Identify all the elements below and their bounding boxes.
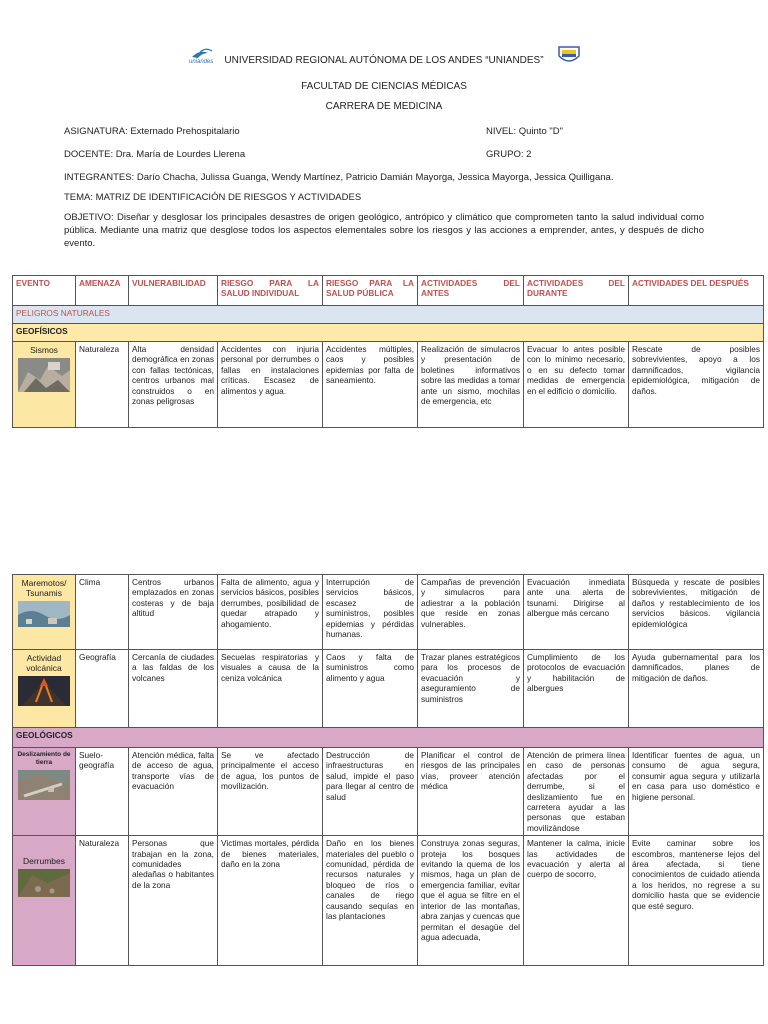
before-cell: Planificar el control de riesgos de las principales vías, proveer atención médica [418,748,524,836]
tsunami-photo-icon [18,601,70,627]
column-header: VULNERABILIDAD [129,276,218,306]
during-cell: Evacuar lo antes posible con lo mínimo necesario, o en su defecto tomar medidas de emergencia en el edificio o domicilio. [524,342,629,428]
event-cell [13,650,76,728]
before-cell: Construya zonas seguras, proteja los bosques evitando la quema de los mismos, haga un plan de emergencia familiar, evitar que el agua se filtre en el interior de las montañas, abra zanjas y cuencas que permitan el desagüe del agua adecuada, [418,836,524,966]
section-title-peligros: PELIGROS NATURALES [13,306,764,324]
faculty-name: FACULTAD DE CIENCIAS MÉDICAS [301,81,467,92]
threat-cell: Naturaleza [76,342,129,428]
after-cell: Evite caminar sobre los escombros, mantenerse lejos del área afectada, si tiene conocimientos de cuidado atienda a los heridos, no regrese a su domicilio hasta que se evidencie que esté seguro. [629,836,764,966]
event-name: Sismos [30,345,58,355]
during-cell: Cumplimiento de los protocolos de evacuación y habilitación de albergues [524,650,629,728]
column-header: RIESGO PARA LA SALUD INDIVIDUAL [218,276,323,306]
rockfall-photo-icon [18,869,70,897]
threat-cell: Clima [76,575,129,650]
public-risk-cell: Interrupción de servicios básicos, escasez de suministros, posibles epidemias y pérdidas humanas. [323,575,418,650]
table-row [13,575,764,650]
risk-matrix-table-part1 [12,275,764,428]
during-cell: Evacuación inmediata ante una alerta de tsunami. Dirigirse al albergue más cercano [524,575,629,650]
vulnerability-cell: Cercanía de ciudades a las faldas de los volcanes [129,650,218,728]
university-name: UNIVERSIDAD REGIONAL AUTÓNOMA DE LOS ANDES “UNIANDES” [224,55,544,66]
teacher-line: DOCENTE: Dra. María de Lourdes Llerena [64,149,246,160]
logo-wordmark: uniandes [189,59,214,65]
threat-cell: Suelo-geografía [76,748,129,836]
event-cell [13,575,76,650]
level-line: NIVEL: Quinto "D" [486,126,563,137]
members-line: INTEGRANTES: Darío Chacha, Julissa Guanga, Wendy Martínez, Patricio Damián Mayorga, Jessica Mayorga, Jessica Quilligana. [64,172,614,183]
university-crest-icon [556,44,582,66]
topic-line: TEMA: MATRIZ DE IDENTIFICACIÓN DE RIESGOS Y ACTIVIDADES [64,192,362,203]
individual-risk-cell: Falta de alimento, agua y servicios básicos, posibles derrumbes, posibilidad de quedar atrapado y ahogamiento. [218,575,323,650]
column-header: EVENTO [13,276,76,306]
group-line: GRUPO: 2 [486,149,532,160]
vulnerability-cell: Personas que trabajan en la zona, comunidades aledañas o habitantes de la zona [129,836,218,966]
column-header: ACTIVIDADES DEL DURANTE [524,276,629,306]
career-name: CARRERA DE MEDICINA [325,101,443,112]
column-header: AMENAZA [76,276,129,306]
public-risk-cell: Caos y falta de suministros como alimento y agua [323,650,418,728]
after-cell: Identificar fuentes de agua, un consumo de agua segura, consumir agua segura y utilizarla en casa para uso doméstico e higiene personal. [629,748,764,836]
event-name: Actividad volcánica [26,653,62,673]
after-cell: Rescate de posibles sobrevivientes, apoyo a los damnificados, vigilancia epidemiológica, mitigación de daños. [629,342,764,428]
after-cell: Ayuda gubernamental para los damnificados, planes de mitigación de daños. [629,650,764,728]
table-row [13,748,764,836]
during-cell: Mantener la calma, inicie las actividades de evacuación y alerta al cuerpo de socorro, [524,836,629,966]
event-cell [13,748,76,836]
section-title-geologicos: GEOLÓGICOS [13,728,764,748]
event-cell [13,342,76,428]
event-cell [13,836,76,966]
before-cell: Realización de simulacros y presentación de boletines informativos sobre las medidas a tomar ante un sismo, mochilas de emergencia, etc [418,342,524,428]
after-cell: Búsqueda y rescate de posibles sobrevivientes, mitigación de daños y restablecimiento de los servicios básicos. vigilancia epidemiológica [629,575,764,650]
column-header: ACTIVIDADES DEL DESPUÉS [629,276,764,306]
section-title-geofisicos: GEOFÍSICOS [13,324,764,342]
vulnerability-cell: Centros urbanos emplazados en zonas costeras y de baja altitud [129,575,218,650]
during-cell: Atención de primera línea en caso de personas afectadas por el derrumbe, si el deslizamiento fue en carretera ayudar a las personas que estaban movilizándose [524,748,629,836]
event-name: Maremotos/ Tsunamis [21,578,67,598]
public-risk-cell: Accidentes múltiples, caos y posibles epidemias por falta de saneamiento. [323,342,418,428]
section-band-geologicos [13,728,764,748]
column-header: ACTIVIDADES DEL ANTES [418,276,524,306]
individual-risk-cell: Accidentes con injuria personal por derrumbes o fallas en instalaciones críticas. Escasez de alimentos y agua. [218,342,323,428]
earthquake-photo-icon [18,358,70,392]
table-row [13,836,764,966]
section-band-geofisicos [13,324,764,342]
public-risk-cell: Daño en los bienes materiales del pueblo o comunidad, pérdida de recursos naturales y bloqueo de ríos o canales de riego causando sequías en las plantaciones [323,836,418,966]
before-cell: Campañas de prevención y simulacros para adiestrar a la población que reside en zonas vulnerables. [418,575,524,650]
objective-paragraph: OBJETIVO: Diseñar y desglosar los principales desastres de origen geológico, antrópico y climático que comprometen tanto la salud individual como pública. Mediante una matriz que desglose todos los aspectos elementales sobre los riesgos y las acciones a emprender, antes, y después de dicho evento. [64,212,704,249]
event-name: Deslizamiento de tierra [17,751,71,766]
before-cell: Trazar planes estratégicos para los procesos de evacuación y aseguramiento de suministros [418,650,524,728]
event-name: Derrumbes [22,856,66,867]
volcano-photo-icon [18,676,70,706]
threat-cell: Geografía [76,650,129,728]
table-row [13,342,764,428]
individual-risk-cell: Victimas mortales, pérdida de bienes materiales, daño en la zona [218,836,323,966]
individual-risk-cell: Secuelas respiratorias y visuales a causa de la ceniza volcánica [218,650,323,728]
public-risk-cell: Destrucción de infraestructuras en salud, impide el paso para llegar al centro de salud [323,748,418,836]
subject-line: ASIGNATURA: Externado Prehospitalario [64,126,240,137]
vulnerability-cell: Atención médica, falta de acceso de agua, transporte vías de evacuación [129,748,218,836]
landslide-photo-icon [18,770,70,800]
table-row [13,650,764,728]
individual-risk-cell: Se ve afectado principalmente el acceso de agua, los puntos de movilización. [218,748,323,836]
column-header: RIESGO PARA LA SALUD PÚBLICA [323,276,418,306]
vulnerability-cell: Alta densidad demográfica en zonas con fallas tectónicas, centros urbanos mal construidos o en zonas peligrosas [129,342,218,428]
table-header-row [13,276,764,306]
section-band-main [13,306,764,324]
risk-matrix-table-part2 [12,574,764,966]
threat-cell: Naturaleza [76,836,129,966]
